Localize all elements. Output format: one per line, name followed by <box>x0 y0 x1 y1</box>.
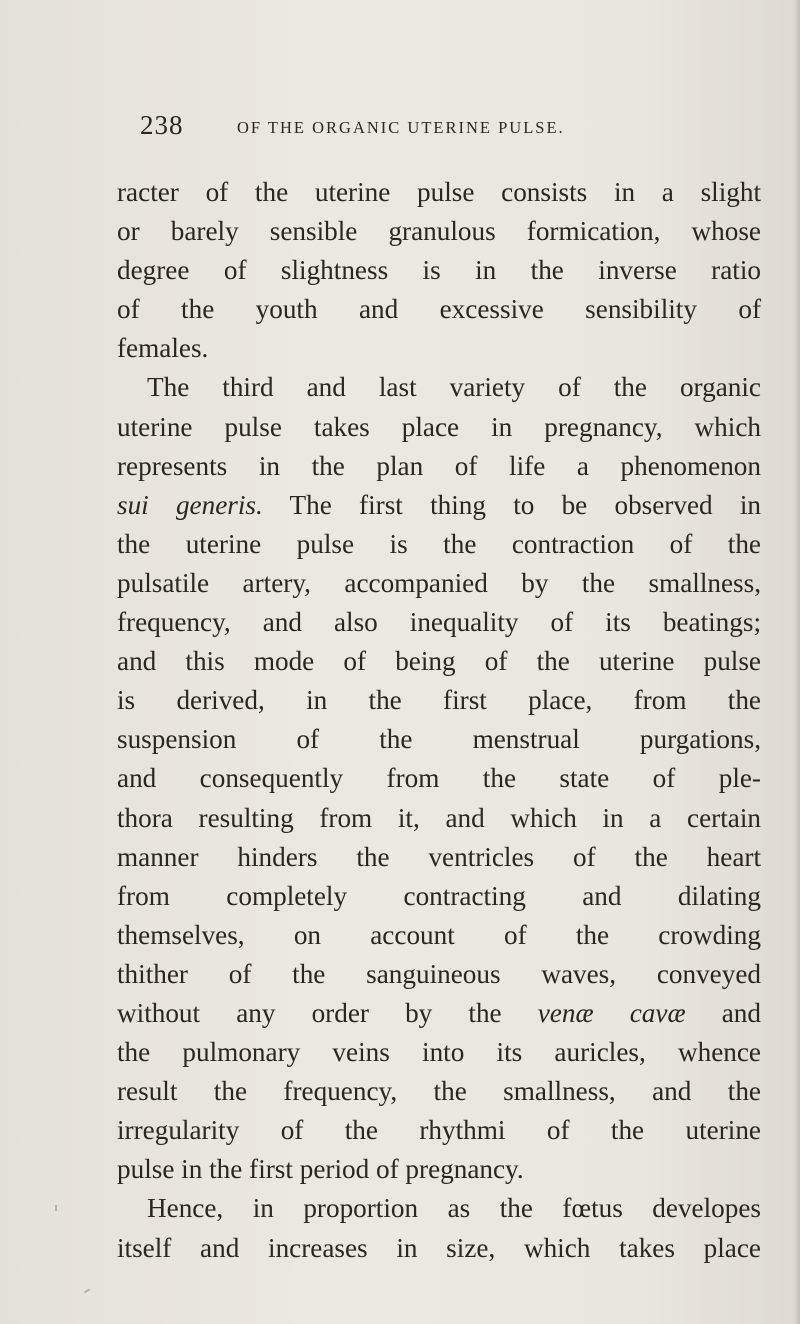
text-line: frequency, and also inequality of its beatings; <box>117 607 761 638</box>
page-edge-shadow <box>794 0 800 1324</box>
page-number: 238 <box>140 110 184 140</box>
italic-phrase: venæ cavæ <box>537 997 686 1028</box>
text-line: the uterine pulse is the contraction of the <box>117 528 761 559</box>
paper-speck <box>55 1205 57 1211</box>
text-line: uterine pulse takes place in pregnancy, which <box>117 411 761 442</box>
text-line: pulse in the first period of pregnancy. <box>117 1154 524 1185</box>
italic-phrase: sui generis. <box>117 489 263 520</box>
text-line: females. <box>117 333 209 364</box>
text-line: thither of the sanguineous waves, conveyed <box>117 958 761 989</box>
running-title: OF THE ORGANIC UTERINE PULSE. <box>237 118 565 137</box>
page-header <box>140 110 700 150</box>
text-line <box>117 994 761 1033</box>
text-line: thora resulting from it, and which in a certain <box>117 802 761 833</box>
text-line: result the frequency, the smallness, and the <box>117 1076 761 1107</box>
text-line: degree of slightness is in the inverse ratio <box>117 255 761 286</box>
text-line: irregularity of the rhythmi of the uterine <box>117 1115 761 1146</box>
text-segment: and <box>685 997 761 1028</box>
text-line: racter of the uterine pulse consists in a slight <box>117 177 761 207</box>
text-segment: without any order by the <box>117 997 538 1028</box>
text-line: is derived, in the first place, from the <box>117 685 761 716</box>
text-segment: The first thing to be observed in <box>262 489 761 520</box>
text-line: itself and increases in size, which takes place <box>117 1232 761 1263</box>
paper-speck <box>84 1289 90 1294</box>
text-line: represents in the plan of life a phenomenon <box>117 450 761 481</box>
text-line: from completely contracting and dilating <box>117 880 761 911</box>
text-line: pulsatile artery, accompanied by the smallness, <box>117 567 761 598</box>
body-text <box>117 173 761 1268</box>
text-line: or barely sensible granulous formication, whose <box>117 216 761 247</box>
text-line: and consequently from the state of ple- <box>117 763 761 794</box>
text-line: Hence, in proportion as the fœtus developes <box>147 1193 761 1224</box>
text-line: suspension of the menstrual purgations, <box>117 724 761 755</box>
text-line: and this mode of being of the uterine pulse <box>117 646 761 677</box>
text-line <box>117 486 761 525</box>
text-line: manner hinders the ventricles of the heart <box>117 841 761 872</box>
text-line: themselves, on account of the crowding <box>117 919 761 950</box>
text-line: of the youth and excessive sensibility of <box>117 294 761 325</box>
text-line: the pulmonary veins into its auricles, whence <box>117 1037 761 1068</box>
text-line: The third and last variety of the organic <box>147 372 761 403</box>
